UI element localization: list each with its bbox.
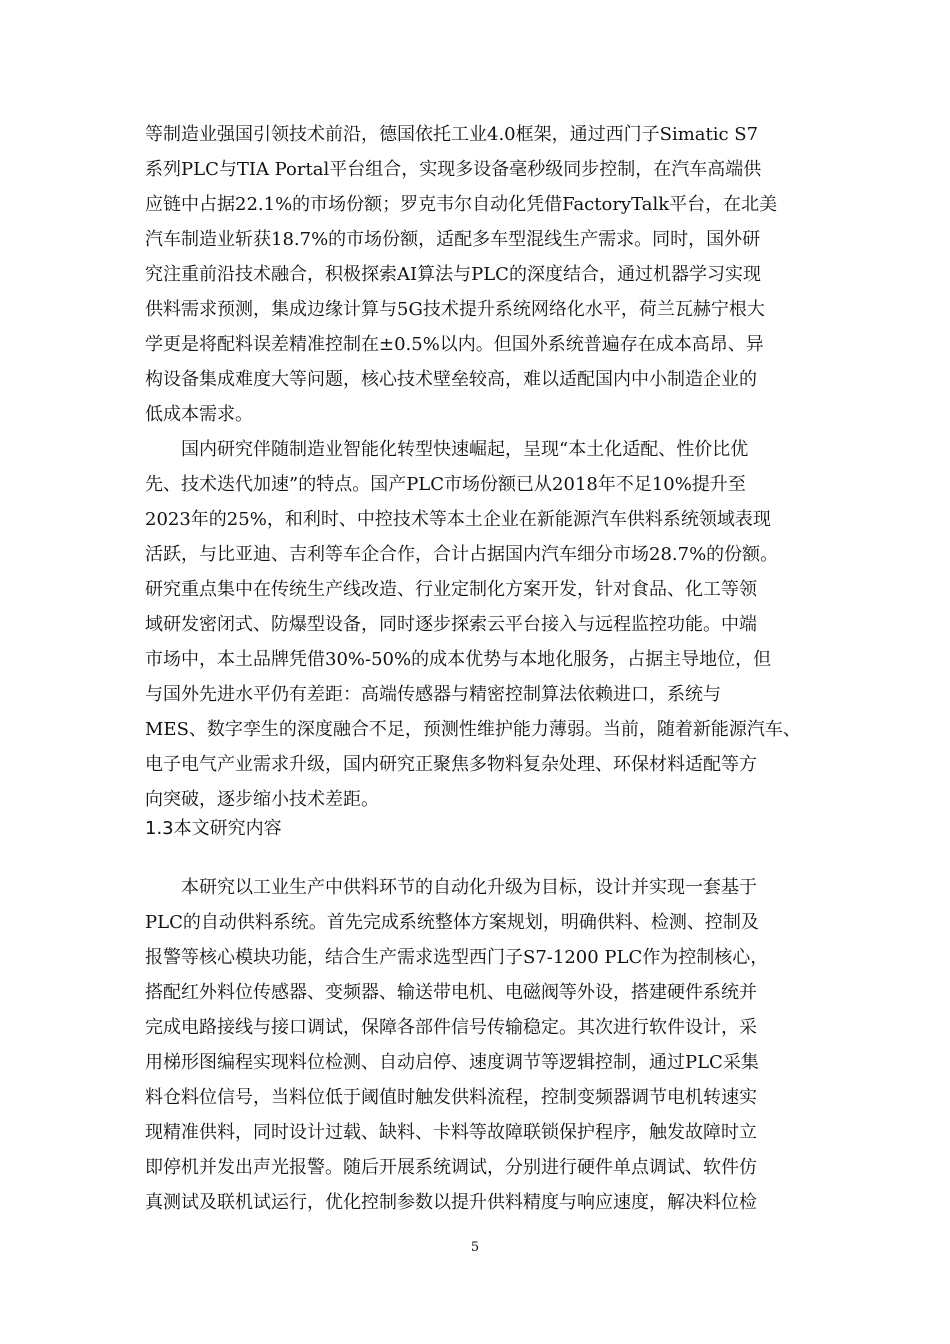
text-line: 先、技术迭代加速”的特点。国产PLC市场份额已从2018年不足10%提升至 bbox=[145, 474, 746, 495]
text-line: 本研究以工业生产中供料环节的自动化升级为目标，设计并实现一套基于 bbox=[145, 877, 757, 898]
text-line: 电子电气产业需求升级，国内研究正聚焦多物料复杂处理、环保材料适配等方 bbox=[145, 754, 757, 775]
text-line: 现精准供料，同时设计过载、缺料、卡料等故障联锁保护程序，触发故障时立 bbox=[145, 1122, 757, 1143]
text-line: 系列PLC与TIA Portal平台组合，实现多设备毫秒级同步控制，在汽车高端供 bbox=[145, 159, 762, 180]
text-line: 报警等核心模块功能，结合生产需求选型西门子S7-1200 PLC作为控制核心， bbox=[145, 947, 769, 968]
text-line: 供料需求预测，集成边缘计算与5G技术提升系统网络化水平，荷兰瓦赫宁根大 bbox=[145, 299, 765, 320]
text-line: 低成本需求。 bbox=[145, 404, 253, 425]
text-line: 用梯形图编程实现料位检测、自动启停、速度调节等逻辑控制，通过PLC采集 bbox=[145, 1052, 759, 1073]
text-line: PLC的自动供料系统。首先完成系统整体方案规划，明确供料、检测、控制及 bbox=[145, 912, 759, 933]
text-line: 汽车制造业斩获18.7%的市场份额，适配多车型混线生产需求。同时，国外研 bbox=[145, 229, 761, 250]
text-line: 料仓料位信号，当料位低于阈值时触发供料流程，控制变频器调节电机转速实 bbox=[145, 1087, 757, 1108]
text-line: 2023年的25%，和利时、中控技术等本土企业在新能源汽车供料系统领域表现 bbox=[145, 509, 771, 530]
text-line: 市场中，本土品牌凭借30%-50%的成本优势与本地化服务，占据主导地位，但 bbox=[145, 649, 772, 670]
text-line: 等制造业强国引领技术前沿，德国依托工业4.0框架，通过西门子Simatic S7 bbox=[145, 124, 759, 145]
text-line: 搭配红外料位传感器、变频器、输送带电机、电磁阀等外设，搭建硬件系统并 bbox=[145, 982, 757, 1003]
text-line: 研究重点集中在传统生产线改造、行业定制化方案开发，针对食品、化工等领 bbox=[145, 579, 757, 600]
text-line: 域研发密闭式、防爆型设备，同时逐步探索云平台接入与远程监控功能。中端 bbox=[145, 614, 757, 635]
text-line: 向突破，逐步缩小技术差距。 bbox=[145, 789, 379, 810]
text-line: 完成电路接线与接口调试，保障各部件信号传输稳定。其次进行软件设计，采 bbox=[145, 1017, 757, 1038]
text-line: 应链中占据22.1%的市场份额；罗克韦尔自动化凭借FactoryTalk平台，在北美 bbox=[145, 194, 778, 215]
page-number: 5 bbox=[470, 1240, 480, 1255]
text-line: 构设备集成难度大等问题，核心技术壁垒较高，难以适配国内中小制造企业的 bbox=[145, 369, 757, 390]
section-heading: 1.3本文研究内容 bbox=[145, 818, 282, 839]
text-line: 究注重前沿技术融合，积极探索AI算法与PLC的深度结合，通过机器学习实现 bbox=[145, 264, 761, 285]
text-line: 学更是将配料误差精准控制在±0.5%以内。但国外系统普遍存在成本高昂、异 bbox=[145, 334, 764, 355]
text-line: 与国外先进水平仍有差距：高端传感器与精密控制算法依赖进口，系统与 bbox=[145, 684, 721, 705]
text-line: 国内研究伴随制造业智能化转型快速崛起，呈现“本土化适配、性价比优 bbox=[145, 439, 749, 460]
text-line: MES、数字孪生的深度融合不足，预测性维护能力薄弱。当前，随着新能源汽车、 bbox=[145, 719, 801, 740]
text-line: 即停机并发出声光报警。随后开展系统调试，分别进行硬件单点调试、软件仿 bbox=[145, 1157, 757, 1178]
text-line: 真测试及联机试运行，优化控制参数以提升供料精度与响应速度，解决料位检 bbox=[145, 1192, 757, 1213]
text-line: 活跃，与比亚迪、吉利等车企合作，合计占据国内汽车细分市场28.7%的份额。 bbox=[145, 544, 779, 565]
